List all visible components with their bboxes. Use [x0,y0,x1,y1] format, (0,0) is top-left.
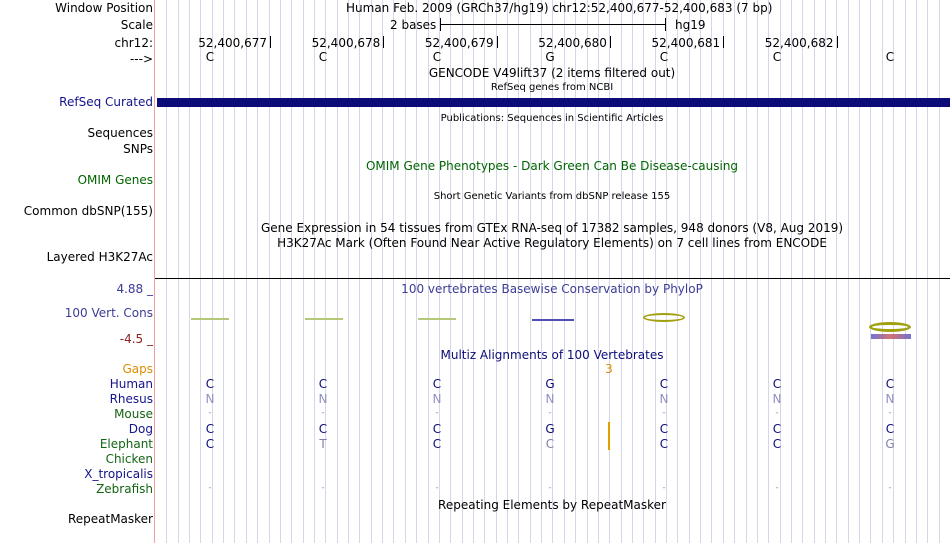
omim-track-title[interactable]: OMIM Gene Phenotypes - Dark Green Can Be Disease-causing [365,159,739,173]
alignment-base: - [662,408,666,418]
grid-line [916,0,917,543]
grid-line [814,0,815,543]
grid-line [939,0,940,543]
grid-line [746,0,747,543]
grid-line [859,0,860,543]
grid-line [825,0,826,543]
chrom-label: chr12: [114,36,153,50]
alignment-base: - [435,483,439,493]
grid-line [723,0,724,543]
alignment-base: C [432,422,442,436]
alignment-base: C [205,437,215,451]
grid-line [643,0,644,543]
grid-line [768,0,769,543]
reference-base: C [885,50,895,64]
layered-h3k27ac-label[interactable]: Layered H3K27Ac [46,250,153,264]
alignment-base: - [321,483,325,493]
alignment-base: - [208,408,212,418]
alignment-base: C [432,377,442,391]
scale-left-text: 2 bases [390,18,437,32]
grid-line [178,0,179,543]
window-position-label: Window Position [55,1,153,15]
reference-base: C [659,50,669,64]
position-tick-label: 52,400,679 [424,36,494,50]
alignment-base: C [318,422,328,436]
window-position-text: Human Feb. 2009 (GRCh37/hg19) chr12:52,400,677-52,400,683 (7 bp) [346,1,773,15]
species-label-x_tropicalis[interactable]: X_tropicalis [84,467,153,481]
position-tick-label: 52,400,677 [198,36,267,50]
alignment-base: T [319,437,327,451]
grid-line [291,0,292,543]
scale-label: Scale [120,18,153,32]
conservation-logo-5 [643,313,685,322]
grid-line [257,0,258,543]
grid-line [359,0,360,543]
conservation-mark-1 [191,318,229,320]
conservation-track-title[interactable]: 100 vertebrates Basewise Conservation by PhyloP [401,282,703,296]
conservation-mark-4 [532,319,574,321]
grid-line [836,0,837,543]
grid-line [280,0,281,543]
grid-line [711,0,712,543]
alignment-base: C [205,377,215,391]
alignment-base: - [321,408,325,418]
grid-line [893,0,894,543]
alignment-base: - [662,483,666,493]
alignment-base: G [545,377,555,391]
grid-line [439,0,440,543]
grid-line [632,0,633,543]
scale-bar-right-cap [665,18,666,31]
grid-line [189,0,190,543]
grid-line [212,0,213,543]
omim-genes-label[interactable]: OMIM Genes [77,173,153,187]
gtex-track-title[interactable]: Gene Expression in 54 tissues from GTEx RNA-seq of 17382 samples, 948 donors (V8, Aug 2019) [260,221,844,235]
grid-line [416,0,417,543]
alignment-base: C [885,422,895,436]
alignment-base: C [659,437,669,451]
grid-line [734,0,735,543]
species-label-chicken[interactable]: Chicken [105,452,153,466]
repeatmasker-track-title[interactable]: Repeating Elements by RepeatMasker [438,498,666,512]
grid-line [405,0,406,543]
position-tick [270,36,271,48]
alignment-base: C [772,422,782,436]
alignment-base: - [775,483,779,493]
dbsnp-track-title[interactable]: Short Genetic Variants from dbSNP release 155 [433,191,671,202]
grid-line [927,0,928,543]
grid-line [337,0,338,543]
alignment-base: N [545,392,555,406]
alignment-base: N [205,392,215,406]
gaps-count: 3 [605,362,613,376]
species-label-human[interactable]: Human [109,377,153,391]
grid-line [905,0,906,543]
refseq-track-subtitle: RefSeq genes from NCBI [490,82,614,93]
grid-line [791,0,792,543]
conservation-logo-7 [869,322,911,332]
alignment-base: - [435,408,439,418]
species-label-elephant[interactable]: Elephant [99,437,153,451]
refseq-curated-label[interactable]: RefSeq Curated [59,95,153,109]
common-dbsnp-label[interactable]: Common dbSNP(155) [23,204,153,218]
position-tick-label: 52,400,682 [764,36,834,50]
grid-line [677,0,678,543]
grid-line [802,0,803,543]
grid-line [473,0,474,543]
grid-line [371,0,372,543]
position-tick-label: 52,400,680 [538,36,607,50]
grid-line [780,0,781,543]
alignment-base: C [659,377,669,391]
grid-line [462,0,463,543]
alignment-base: - [775,408,779,418]
grid-line [314,0,315,543]
alignment-base: N [432,392,442,406]
gap-insertion-marker [608,422,610,450]
grid-line [234,0,235,543]
alignment-base: G [885,437,895,451]
grid-line [848,0,849,543]
repeatmasker-label[interactable]: RepeatMasker [67,512,153,526]
conservation-min-value: -4.5 _ [119,332,153,346]
alignment-base: - [888,483,892,493]
alignment-base: N [772,392,782,406]
alignment-base: - [888,408,892,418]
scale-bar-left-cap [440,18,441,31]
sequences-label[interactable]: Sequences [87,126,153,140]
gencode-track-title[interactable]: GENCODE V49lift37 (2 items filtered out) [428,66,676,80]
reference-base: C [432,50,442,64]
alignment-base: C [772,377,782,391]
grid-line [870,0,871,543]
gaps-label[interactable]: Gaps [122,362,153,376]
species-label-mouse[interactable]: Mouse [114,407,153,421]
strand-label: ---> [129,52,153,66]
vert-cons-label[interactable]: 100 Vert. Cons [64,306,153,320]
alignment-base: N [885,392,895,406]
h3k27ac-track-title[interactable]: H3K27Ac Mark (Often Found Near Active Regulatory Elements) on 7 cell lines from ENCODE [277,236,827,250]
grid-line [246,0,247,543]
alignment-base: C [545,437,555,451]
grid-line [382,0,383,543]
alignment-base: C [659,422,669,436]
position-tick [837,36,838,48]
grid-line [666,0,667,543]
alignment-base: - [548,408,552,418]
conservation-max-value: 4.88 _ [116,282,153,296]
alignment-base: - [548,483,552,493]
grid-line [700,0,701,543]
grid-line [428,0,429,543]
refseq-gene-feature[interactable] [157,98,950,107]
grid-line [655,0,656,543]
alignment-base: C [772,437,782,451]
alignment-base: N [659,392,669,406]
position-tick-label: 52,400,681 [651,36,721,50]
grid-line [223,0,224,543]
grid-line [269,0,270,543]
alignment-base: N [318,392,328,406]
reference-base: C [772,50,782,64]
alignment-base: - [208,483,212,493]
position-tick [723,36,724,48]
reference-base: C [205,50,215,64]
conservation-mark-3 [418,318,456,320]
alignment-base: C [205,422,215,436]
alignment-base: C [432,437,442,451]
conservation-mark-2 [305,318,343,320]
conservation-logo-7-base [871,334,911,339]
reference-base: G [545,50,555,64]
reference-base: C [318,50,328,64]
track-separator [155,278,950,279]
grid-line [450,0,451,543]
grid-line [757,0,758,543]
grid-line [621,0,622,543]
alignment-base: C [318,377,328,391]
scale-right-text: hg19 [675,18,706,32]
grid-line [200,0,201,543]
grid-line [689,0,690,543]
position-tick [383,36,384,48]
multiz-track-title[interactable]: Multiz Alignments of 100 Vertebrates [440,348,664,362]
grid-line [393,0,394,543]
grid-line [303,0,304,543]
grid-line [484,0,485,543]
grid-line [166,0,167,543]
species-label-rhesus[interactable]: Rhesus [109,392,153,406]
grid-line [325,0,326,543]
alignment-base: G [545,422,555,436]
grid-line [882,0,883,543]
alignment-base: C [885,377,895,391]
scale-bar [440,24,666,25]
species-label-dog[interactable]: Dog [128,422,153,436]
grid-line [348,0,349,543]
position-tick [610,36,611,48]
snps-label[interactable]: SNPs [123,142,153,156]
publications-track-title[interactable]: Publications: Sequences in Scientific Articles [440,113,664,124]
species-label-zebrafish[interactable]: Zebrafish [96,482,153,496]
position-tick-label: 52,400,678 [311,36,381,50]
position-tick [497,36,498,48]
